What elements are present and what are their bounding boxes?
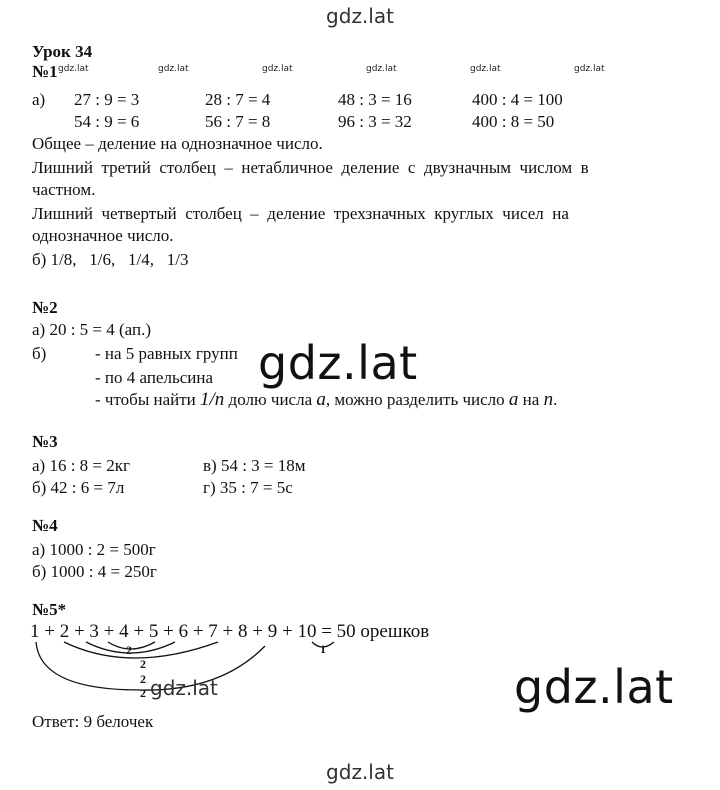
task1-cell: 27 : 9 = 3 — [74, 90, 140, 109]
pair-sum-label: 2 — [140, 672, 146, 686]
task2-label-b: б) — [32, 344, 47, 363]
fraction-1-n: 1/n — [200, 389, 225, 410]
task2-number: №2 — [32, 298, 58, 317]
variable-n: n — [543, 389, 554, 410]
watermark-small: gdz.lat — [470, 64, 501, 74]
watermark-small: gdz.lat — [262, 64, 293, 74]
watermark-middle: gdz.lat — [258, 336, 418, 390]
task4-a: а) 1000 : 2 = 500г — [32, 540, 156, 559]
watermark-arc: gdz.lat — [150, 676, 218, 700]
task5-sum: 1 + 2 + 3 + 4 + 5 + 6 + 7 + 8 + 9 + 10 = 50 орешков — [30, 621, 430, 642]
watermark-top: gdz.lat — [326, 4, 394, 28]
watermark-small: gdz.lat — [366, 64, 397, 74]
watermark-small: gdz.lat — [58, 64, 89, 74]
pair-sum-label: 2 — [126, 643, 132, 657]
task1-line: частном. — [32, 180, 96, 199]
task2-item: - по 4 апельсина — [95, 368, 213, 387]
task4-number: №4 — [32, 516, 58, 535]
task2-item: - на 5 равных групп — [95, 344, 238, 363]
pair-sum-label: 2 — [140, 686, 146, 700]
task1-cell: 400 : 4 = 100 — [472, 90, 563, 109]
task2-line-a: а) 20 : 5 = 4 (ап.) — [32, 320, 152, 339]
text-part: - чтобы найти — [95, 390, 201, 409]
task1-cell: 400 : 8 = 50 — [472, 112, 555, 131]
pair-sum-label: 1 — [320, 642, 326, 656]
task1-cell: 96 : 3 = 32 — [338, 112, 412, 131]
task1-label-a: а) — [32, 90, 46, 109]
task3-a: а) 16 : 8 = 2кг — [32, 456, 130, 475]
text-part: , можно разделить число — [325, 390, 509, 409]
task3-g: г) 35 : 7 = 5с — [203, 478, 293, 497]
task1-cell: 56 : 7 = 8 — [205, 112, 271, 131]
watermark-small: gdz.lat — [574, 64, 605, 74]
pair-sum-label: 2 — [140, 657, 146, 671]
task1-cell: 28 : 7 = 4 — [205, 90, 271, 109]
task3-number: №3 — [32, 432, 58, 451]
task1-line: Лишний третий столбец – нетабличное деление с двузначным числом в — [32, 158, 589, 177]
task3-v: в) 54 : 3 = 18м — [203, 456, 306, 475]
variable-a: а — [316, 389, 326, 410]
text-part: на — [518, 390, 544, 409]
task1-line: Лишний четвертый столбец – деление трехзначных круглых чисел на — [32, 204, 569, 223]
watermark-big: gdz.lat — [514, 660, 674, 714]
arc-2-8 — [64, 642, 218, 658]
task1-line: б) 1/8, 1/6, 1/4, 1/3 — [32, 250, 189, 269]
task5-answer: Ответ: 9 белочек — [32, 712, 154, 731]
task1-line: Общее – деление на однозначное число. — [32, 134, 323, 153]
lesson-title: Урок 34 — [32, 42, 93, 61]
task1-cell: 48 : 3 = 16 — [338, 90, 412, 109]
task1-line: однозначное число. — [32, 226, 174, 245]
variable-a: а — [508, 389, 519, 410]
text-part: . — [553, 390, 558, 409]
task1-number: №1 — [32, 62, 58, 81]
watermark-bottom: gdz.lat — [326, 760, 394, 784]
task4-b: б) 1000 : 4 = 250г — [32, 562, 157, 581]
task3-b: б) 42 : 6 = 7л — [32, 478, 125, 497]
task1-cell: 54 : 9 = 6 — [74, 112, 140, 131]
text-part: долю числа — [224, 390, 317, 409]
watermark-small: gdz.lat — [158, 64, 189, 74]
task5-number: №5* — [32, 600, 67, 619]
